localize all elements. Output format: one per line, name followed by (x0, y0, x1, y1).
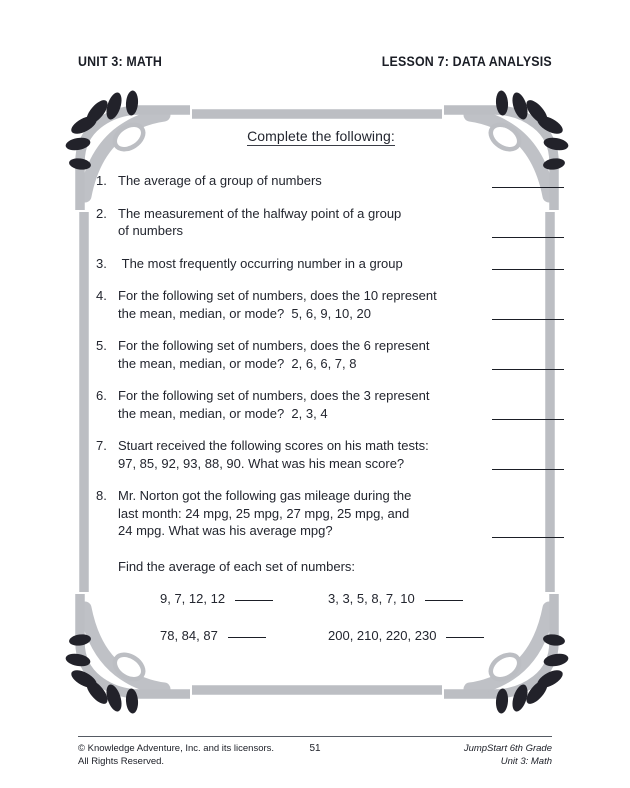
question-number: 7. (96, 438, 107, 453)
question-body (118, 337, 546, 372)
worksheet-title (96, 128, 546, 144)
question-body (118, 255, 546, 273)
average-item (328, 628, 506, 643)
question-item (96, 487, 546, 540)
answer-blank[interactable] (492, 236, 564, 238)
answer-blank[interactable] (492, 318, 564, 320)
average-answer-blank[interactable] (446, 636, 484, 638)
answer-blank[interactable] (492, 368, 564, 370)
average-answer-blank[interactable] (228, 636, 266, 638)
answer-blank[interactable] (492, 418, 564, 420)
question-number: 4. (96, 288, 107, 303)
question-body (118, 172, 546, 190)
question-line: the mean, median, or mode? 5, 6, 9, 10, 20 (118, 305, 371, 321)
question-line: The measurement of the halfway point of a group (118, 205, 402, 221)
question-item (96, 387, 546, 422)
question-number: 6. (96, 388, 107, 403)
answer-blank[interactable] (492, 536, 564, 538)
average-answer-blank[interactable] (425, 599, 463, 601)
question-line: For the following set of numbers, does the 6 represent (118, 338, 430, 353)
question-number: 8. (96, 488, 107, 503)
average-numbers: 200, 210, 220, 230 (328, 628, 437, 643)
question-line: the mean, median, or mode? 2, 3, 4 (118, 405, 328, 421)
average-item (328, 591, 506, 606)
question-item (96, 287, 546, 322)
question-number: 3. (96, 255, 107, 271)
question-body (118, 487, 546, 540)
question-number: 5. (96, 338, 107, 353)
header-lesson-label: LESSON 7: DATA ANALYSIS (381, 53, 552, 69)
question-line: Mr. Norton got the following gas mileage during the (118, 488, 412, 503)
question-item (96, 172, 546, 190)
question-body (118, 205, 546, 240)
question-item (96, 337, 546, 372)
average-answer-blank[interactable] (235, 599, 273, 601)
question-line: For the following set of numbers, does the 3 represent (118, 388, 430, 403)
question-line: the mean, median, or mode? 2, 6, 6, 7, 8 (118, 355, 357, 371)
question-list (96, 172, 546, 540)
average-numbers: 78, 84, 87 (160, 628, 218, 643)
question-line: Stuart received the following scores on his math tests: (118, 438, 429, 453)
footer-copyright-line-1: © Knowledge Adventure, Inc. and its licensors. (78, 743, 275, 754)
average-numbers: 3, 3, 5, 8, 7, 10 (328, 591, 415, 606)
question-body (118, 287, 546, 322)
average-numbers: 9, 7, 12, 12 (160, 591, 226, 606)
average-item (160, 628, 328, 643)
page-footer (78, 743, 552, 768)
footer-product-info (464, 743, 552, 768)
footer-product-title: JumpStart 6th Grade (463, 743, 552, 754)
question-body (118, 437, 546, 472)
header-unit-label: UNIT 3: MATH (78, 53, 163, 69)
worksheet-content (96, 128, 546, 643)
footer-product-unit: Unit 3: Math (500, 755, 552, 767)
averages-section (96, 558, 546, 644)
page-number: 51 (309, 743, 321, 754)
worksheet-title-text: Complete the following: (247, 128, 395, 144)
question-item (96, 255, 546, 273)
footer-copyright-line-2: All Rights Reserved. (78, 755, 165, 767)
average-item (160, 591, 328, 606)
question-item (96, 205, 546, 240)
answer-blank[interactable] (492, 268, 564, 270)
page-header (78, 52, 552, 70)
question-line: of numbers (118, 223, 184, 238)
answer-blank[interactable] (492, 186, 564, 188)
question-line: For the following set of numbers, does the 10 represent (118, 288, 437, 303)
question-number: 1. (96, 173, 107, 188)
footer-divider (78, 736, 552, 737)
question-line: last month: 24 mpg, 25 mpg, 27 mpg, 25 mpg, and (118, 505, 410, 521)
question-line: 24 mpg. What was his average mpg? (118, 523, 333, 538)
question-line: 97, 85, 92, 93, 88, 90. What was his mean score? (118, 455, 405, 471)
question-number: 2. (96, 205, 107, 221)
question-line: The average of a group of numbers (118, 173, 322, 188)
averages-grid (118, 591, 546, 643)
question-line: The most frequently occurring number in a group (118, 255, 403, 271)
question-item (96, 437, 546, 472)
question-body (118, 387, 546, 422)
averages-prompt: Find the average of each set of numbers: (118, 558, 356, 574)
answer-blank[interactable] (492, 468, 564, 470)
